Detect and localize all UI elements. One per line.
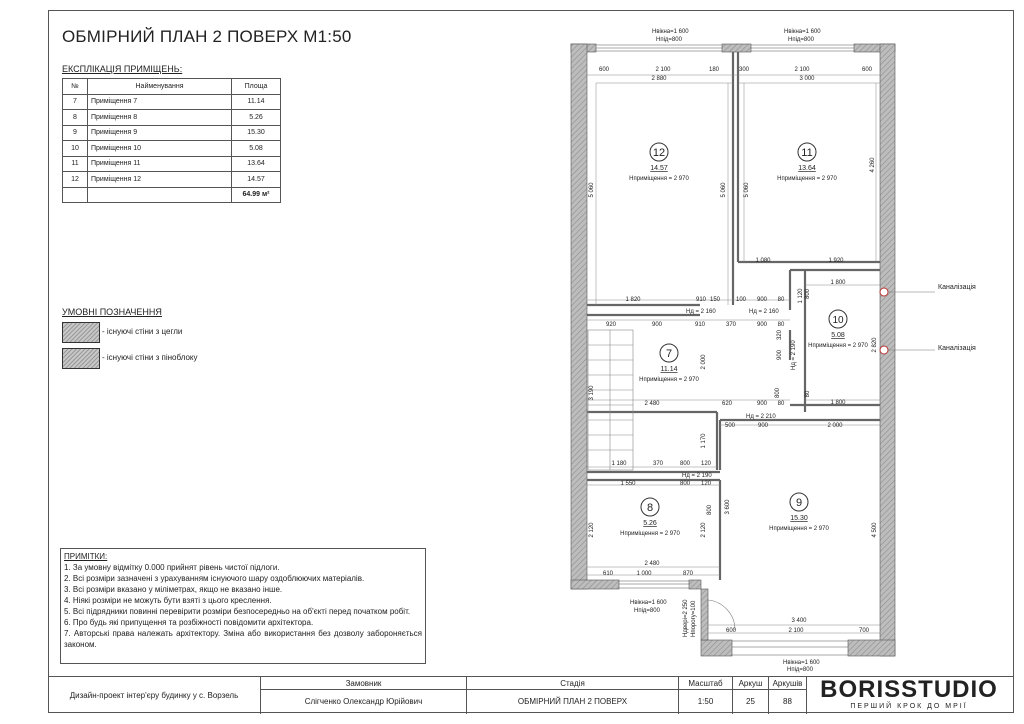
room-number: 11 (801, 147, 813, 159)
legend-foam-block-swatch (62, 348, 100, 369)
svg-text:910: 910 (695, 297, 707, 303)
svg-text:700: 700 (858, 628, 870, 634)
sheets-value: 88 (768, 689, 806, 714)
note-line: 4. Ніякі розміри не можуть бути взяті з цього креслення. (64, 596, 272, 605)
svg-text:600: 600 (861, 67, 873, 73)
room-number: 10 (832, 315, 844, 326)
windows (596, 45, 854, 655)
door-note: Ндвері=2 250 (683, 599, 689, 637)
room-height: Нприміщення = 2 970 (777, 176, 837, 182)
room-area: 5.08 (831, 332, 845, 339)
svg-text:1 820: 1 820 (625, 297, 641, 303)
svg-text:1 000: 1 000 (636, 571, 652, 577)
svg-text:910: 910 (694, 322, 706, 328)
svg-text:620: 620 (721, 401, 733, 407)
table-row: 8 Приміщення 8 5.26 (63, 110, 281, 126)
door-note: Нпорогу=100 (691, 600, 697, 637)
notes-box (60, 548, 426, 664)
svg-text:2 480: 2 480 (644, 561, 660, 567)
door-height: Нд = 2 190 (682, 473, 712, 479)
note-line: 2. Всі розміри зазначені з урахуванням існуючого шару оздоблюючих матеріалів. (64, 574, 365, 583)
svg-text:3 000: 3 000 (799, 76, 815, 82)
svg-text:1 170: 1 170 (701, 433, 707, 449)
svg-text:900: 900 (757, 423, 769, 429)
window-note: Нпід=800 (656, 37, 682, 43)
svg-text:800: 800 (805, 288, 811, 300)
logo-text: BORISSTUDIO (820, 676, 998, 703)
svg-text:900: 900 (777, 349, 783, 361)
svg-text:1 180: 1 180 (611, 461, 627, 467)
svg-text:1 920: 1 920 (828, 258, 844, 264)
door-height: Нд = 2 160 (686, 309, 716, 315)
legend-brick-swatch (62, 322, 100, 343)
svg-text:80: 80 (777, 297, 785, 303)
svg-text:3 400: 3 400 (791, 618, 807, 624)
floor-plan (560, 25, 980, 673)
window-note: Нвікна=1 600 (630, 600, 667, 606)
svg-text:100: 100 (735, 297, 747, 303)
legend-brick-label: - існуючі стіни з цегли (102, 327, 183, 336)
svg-text:900: 900 (756, 322, 768, 328)
svg-text:800: 800 (679, 461, 691, 467)
svg-text:3 600: 3 600 (725, 499, 731, 515)
door-height: Нд = 2 210 (746, 414, 776, 420)
svg-text:1 800: 1 800 (830, 280, 846, 286)
room-height: Нприміщення = 2 970 (620, 531, 680, 537)
svg-text:5 060: 5 060 (589, 182, 595, 198)
room-area: 13.64 (798, 165, 816, 172)
note-line: 5. Всі підрядники повинні перевірити розміри безпосередньо на об'єкті перед початком робіт. (64, 607, 411, 616)
explication-heading: ЕКСПЛІКАЦІЯ ПРИМІЩЕНЬ: (62, 64, 183, 74)
svg-text:800: 800 (679, 481, 691, 487)
svg-text:870: 870 (682, 571, 694, 577)
table-row: 12 Приміщення 12 14.57 (63, 172, 281, 188)
svg-text:2 120: 2 120 (701, 522, 707, 538)
col-number: № (63, 79, 88, 95)
room-height: Нприміщення = 2 970 (769, 526, 829, 532)
svg-text:80: 80 (777, 322, 785, 328)
room-number: 8 (646, 502, 654, 514)
customer-name: Слігченко Олександр Юрійович (260, 689, 466, 714)
stage-value: ОБМІРНИЙ ПЛАН 2 ПОВЕРХ (466, 689, 678, 714)
explication-table (62, 78, 281, 203)
window-note: Нпід=800 (787, 667, 813, 673)
page-title: ОБМІРНИЙ ПЛАН 2 ПОВЕРХ М1:50 (62, 27, 352, 46)
note-line: 3. Всі розміри вказано у міліметрах, якщо не вказано інше. (64, 585, 283, 594)
svg-text:900: 900 (756, 401, 768, 407)
window-note: Нпід=800 (634, 608, 660, 614)
room-area: 11.14 (660, 366, 678, 373)
svg-text:900: 900 (756, 297, 768, 303)
svg-text:150: 150 (709, 297, 721, 303)
room-height: Нприміщення = 2 970 (639, 377, 699, 383)
svg-text:1 550: 1 550 (620, 481, 636, 487)
sewer-label-2: Каналізація (938, 345, 976, 352)
svg-text:920: 920 (605, 322, 617, 328)
svg-text:610: 610 (602, 571, 614, 577)
room-number: 7 (665, 348, 673, 360)
svg-text:500: 500 (724, 423, 736, 429)
note-line: 6. Про будь які припущення та розбіжності повідомити архітектора. (64, 618, 314, 627)
svg-text:600: 600 (725, 628, 737, 634)
room-height: Нприміщення = 2 970 (629, 176, 689, 182)
svg-text:120: 120 (700, 461, 712, 467)
svg-text:2 000: 2 000 (827, 423, 843, 429)
svg-text:600: 600 (598, 67, 610, 73)
svg-text:1 080: 1 080 (755, 258, 771, 264)
svg-text:80: 80 (777, 401, 785, 407)
room-area: 5.26 (643, 520, 657, 527)
logo-slogan: ПЕРШИЙ КРОК ДО МРІЇ (850, 703, 968, 710)
table-row: 10 Приміщення 10 5.08 (63, 141, 281, 157)
room-area: 14.57 (650, 165, 668, 172)
window-note: Нвікна=1 600 (784, 29, 821, 35)
room-labels (620, 143, 868, 537)
legend-heading: УМОВНІ ПОЗНАЧЕННЯ (62, 307, 162, 317)
notes-heading: ПРИМІТКИ: (64, 552, 108, 561)
sheet-label: Аркуш (732, 677, 768, 689)
svg-text:5 060: 5 060 (744, 182, 750, 198)
sheets-label: Аркушів (768, 677, 806, 689)
svg-text:800: 800 (775, 387, 781, 399)
project-name: Дизайн-проект інтер'єру будинку у с. Ворзель (69, 691, 239, 700)
svg-text:300: 300 (738, 67, 750, 73)
svg-text:900: 900 (651, 322, 663, 328)
window-note: Нпід=800 (788, 37, 814, 43)
svg-text:1 800: 1 800 (830, 400, 846, 406)
svg-text:2 480: 2 480 (644, 401, 660, 407)
studio-logo (806, 677, 1012, 712)
note-line: 7. Авторські права належать архітектору. Зміна або використання без дозволу забороняється законом. (64, 629, 422, 649)
svg-text:4 500: 4 500 (872, 522, 878, 538)
svg-text:2 820: 2 820 (872, 337, 878, 353)
svg-text:120: 120 (700, 481, 712, 487)
svg-text:2 000: 2 000 (701, 354, 707, 370)
svg-text:180: 180 (708, 67, 720, 73)
svg-text:1 120: 1 120 (798, 288, 804, 304)
table-row: 11 Приміщення 11 13.64 (63, 156, 281, 172)
svg-text:2 120: 2 120 (589, 522, 595, 538)
window-note: Нвікна=1 600 (783, 660, 820, 666)
sheet-value: 25 (732, 689, 768, 714)
table-row: 7 Приміщення 7 11.14 (63, 94, 281, 110)
room-number: 12 (652, 147, 666, 159)
svg-text:2 880: 2 880 (651, 76, 667, 82)
svg-text:3 190: 3 190 (589, 385, 595, 401)
table-total-row: 64.99 м² (63, 187, 281, 203)
room-number: 9 (795, 497, 803, 509)
sewer-label-1: Каналізація (938, 284, 976, 291)
stage-label: Стадія (466, 677, 678, 689)
svg-text:370: 370 (725, 322, 737, 328)
room-area: 15.30 (790, 515, 808, 522)
legend-foam-block-label: - існуючі стіни з піноблоку (102, 353, 198, 362)
col-name: Найменування (88, 79, 232, 95)
svg-text:800: 800 (707, 504, 713, 516)
svg-text:370: 370 (652, 461, 664, 467)
svg-text:4 260: 4 260 (870, 157, 876, 173)
col-area: Площа (232, 79, 281, 95)
svg-text:5 060: 5 060 (721, 182, 727, 198)
customer-label: Замовник (260, 677, 466, 689)
svg-text:2 100: 2 100 (655, 67, 671, 73)
svg-text:80: 80 (805, 390, 811, 398)
window-note: Нвікна=1 600 (652, 29, 689, 35)
svg-text:320: 320 (777, 329, 783, 341)
door-height: Нд = 2 160 (749, 309, 779, 315)
door-swing (708, 600, 735, 630)
room-height: Нприміщення = 2 970 (808, 343, 868, 349)
note-line: 1. За умовну відмітку 0.000 прийнят рівень чистої підлоги. (64, 563, 280, 572)
scale-value: 1:50 (678, 689, 732, 714)
table-row: 9 Приміщення 9 15.30 (63, 125, 281, 141)
door-height: Нд = 2 190 (791, 340, 797, 370)
scale-label: Масштаб (678, 677, 732, 689)
svg-text:2 100: 2 100 (788, 628, 804, 634)
svg-text:2 100: 2 100 (794, 67, 810, 73)
